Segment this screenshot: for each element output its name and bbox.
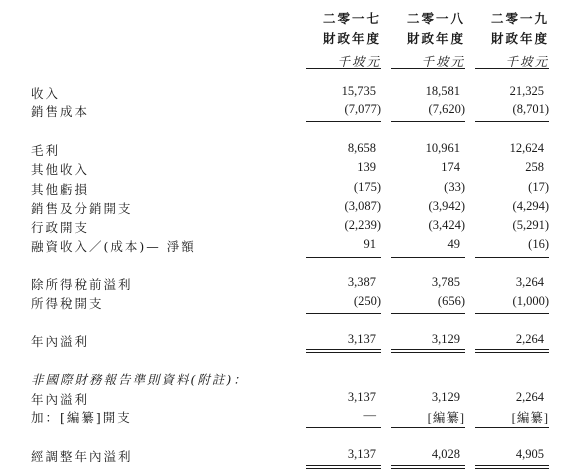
cell-revenue-2019: 21,325 — [509, 84, 544, 98]
cell-other-losses-2018: (33) — [444, 180, 465, 194]
cell-profit-for-year-nonifrs-2019: 2,264 — [515, 390, 544, 404]
cell-profit-for-year-2017: 3,137 — [347, 332, 376, 346]
cell-gross-profit-2019: 12,624 — [509, 141, 544, 155]
cell-profit-for-year-nonifrs-2017: 3,137 — [347, 390, 376, 404]
row-label-add-expenses: 加：[編纂]開支 — [31, 410, 132, 425]
subtotal-rule-2019 — [475, 121, 549, 122]
subtotal-rule-2017 — [306, 257, 381, 258]
subtotal-rule-2018 — [391, 427, 465, 428]
row-label-administrative: 行政開支 — [31, 220, 90, 235]
cell-administrative-2018: (3,424) — [428, 218, 465, 232]
double-rule-top-2018 — [391, 465, 465, 466]
cell-finance-net-2017: 91 — [363, 237, 376, 251]
double-rule-bottom-2018 — [391, 468, 465, 469]
cell-cost-of-sales-2017: (7,077) — [344, 102, 381, 116]
cell-other-losses-2017: (175) — [353, 180, 381, 194]
double-rule-bottom-2018 — [391, 352, 465, 353]
col-header-unit-2017: 千坡元 — [337, 54, 381, 69]
double-rule-top-2019 — [475, 465, 549, 466]
col-header-unit-2019: 千坡元 — [505, 54, 549, 69]
subtotal-rule-2019 — [475, 427, 549, 428]
cell-selling-distribution-2018: (3,942) — [428, 199, 465, 213]
col-header-label-2018: 財政年度 — [406, 31, 465, 46]
row-label-other-income: 其他收入 — [31, 162, 90, 177]
cell-revenue-2018: 18,581 — [425, 84, 460, 98]
subtotal-rule-2018 — [391, 257, 465, 258]
col-header-label-2019: 財政年度 — [490, 31, 549, 46]
cell-income-tax-2019: (1,000) — [512, 294, 549, 308]
subtotal-rule-2018 — [391, 313, 465, 314]
cell-profit-before-tax-2018: 3,785 — [431, 275, 460, 289]
cell-finance-net-2019: (16) — [528, 237, 549, 251]
row-label-profit-for-year-nonifrs: 年內溢利 — [31, 392, 90, 407]
header-rule-2019 — [475, 68, 549, 69]
row-label-profit-for-year: 年內溢利 — [31, 334, 90, 349]
cell-administrative-2019: (5,291) — [512, 218, 549, 232]
cell-income-tax-2017: (250) — [353, 294, 381, 308]
cell-cost-of-sales-2018: (7,620) — [428, 102, 465, 116]
col-header-year-2018: 二零一八 — [406, 11, 465, 26]
double-rule-top-2017 — [306, 465, 381, 466]
cell-other-income-2019: 258 — [525, 160, 544, 174]
double-rule-top-2019 — [475, 349, 549, 350]
col-header-year-2019: 二零一九 — [490, 11, 549, 26]
row-label-cost-of-sales: 銷售成本 — [31, 104, 90, 119]
subtotal-rule-2019 — [475, 313, 549, 314]
row-label-income-tax: 所得稅開支 — [31, 296, 104, 311]
cell-adjusted-profit-2017: 3,137 — [347, 447, 376, 461]
cell-profit-before-tax-2017: 3,387 — [347, 275, 376, 289]
double-rule-top-2017 — [306, 349, 381, 350]
cell-revenue-2017: 15,735 — [341, 84, 376, 98]
cell-add-expenses-2018: [編纂] — [427, 411, 465, 425]
cell-selling-distribution-2017: (3,087) — [344, 199, 381, 213]
cell-other-income-2018: 174 — [441, 160, 460, 174]
subtotal-rule-2017 — [306, 121, 381, 122]
row-label-revenue: 收入 — [31, 86, 61, 101]
row-label-selling-distribution: 銷售及分銷開支 — [31, 201, 133, 216]
cell-selling-distribution-2019: (4,294) — [512, 199, 549, 213]
double-rule-top-2018 — [391, 349, 465, 350]
row-label-adjusted-profit: 經調整年內溢利 — [31, 449, 133, 464]
cell-profit-for-year-2018: 3,129 — [431, 332, 460, 346]
cell-profit-for-year-2019: 2,264 — [515, 332, 544, 346]
cell-profit-before-tax-2019: 3,264 — [515, 275, 544, 289]
subtotal-rule-2018 — [391, 121, 465, 122]
subtotal-rule-2017 — [306, 313, 381, 314]
cell-other-losses-2019: (17) — [528, 180, 549, 194]
cell-cost-of-sales-2019: (8,701) — [512, 102, 549, 116]
double-rule-bottom-2017 — [306, 468, 381, 469]
row-label-profit-before-tax: 除所得稅前溢利 — [31, 277, 133, 292]
col-header-unit-2018: 千坡元 — [421, 54, 465, 69]
double-rule-bottom-2017 — [306, 352, 381, 353]
double-rule-bottom-2019 — [475, 352, 549, 353]
row-label-non-ifrs-heading: 非國際財務報告準則資料(附註)： — [31, 372, 248, 387]
header-rule-2017 — [306, 68, 381, 69]
row-label-gross-profit: 毛利 — [31, 143, 61, 158]
cell-administrative-2017: (2,239) — [344, 218, 381, 232]
cell-adjusted-profit-2019: 4,905 — [515, 447, 544, 461]
cell-add-expenses-2019: [編纂] — [511, 411, 549, 425]
col-header-year-2017: 二零一七 — [322, 11, 381, 26]
cell-income-tax-2018: (656) — [437, 294, 465, 308]
row-label-other-losses: 其他虧損 — [31, 182, 90, 197]
cell-finance-net-2018: 49 — [447, 237, 460, 251]
subtotal-rule-2019 — [475, 257, 549, 258]
col-header-label-2017: 財政年度 — [322, 31, 381, 46]
subtotal-rule-2017 — [306, 427, 381, 428]
cell-add-expenses-2017: — — [363, 408, 376, 422]
row-label-finance-net: 融資收入／(成本)— 淨額 — [31, 239, 196, 254]
cell-gross-profit-2018: 10,961 — [425, 141, 460, 155]
cell-gross-profit-2017: 8,658 — [347, 141, 376, 155]
header-rule-2018 — [391, 68, 465, 69]
cell-profit-for-year-nonifrs-2018: 3,129 — [431, 390, 460, 404]
cell-other-income-2017: 139 — [357, 160, 376, 174]
cell-adjusted-profit-2018: 4,028 — [431, 447, 460, 461]
double-rule-bottom-2019 — [475, 468, 549, 469]
